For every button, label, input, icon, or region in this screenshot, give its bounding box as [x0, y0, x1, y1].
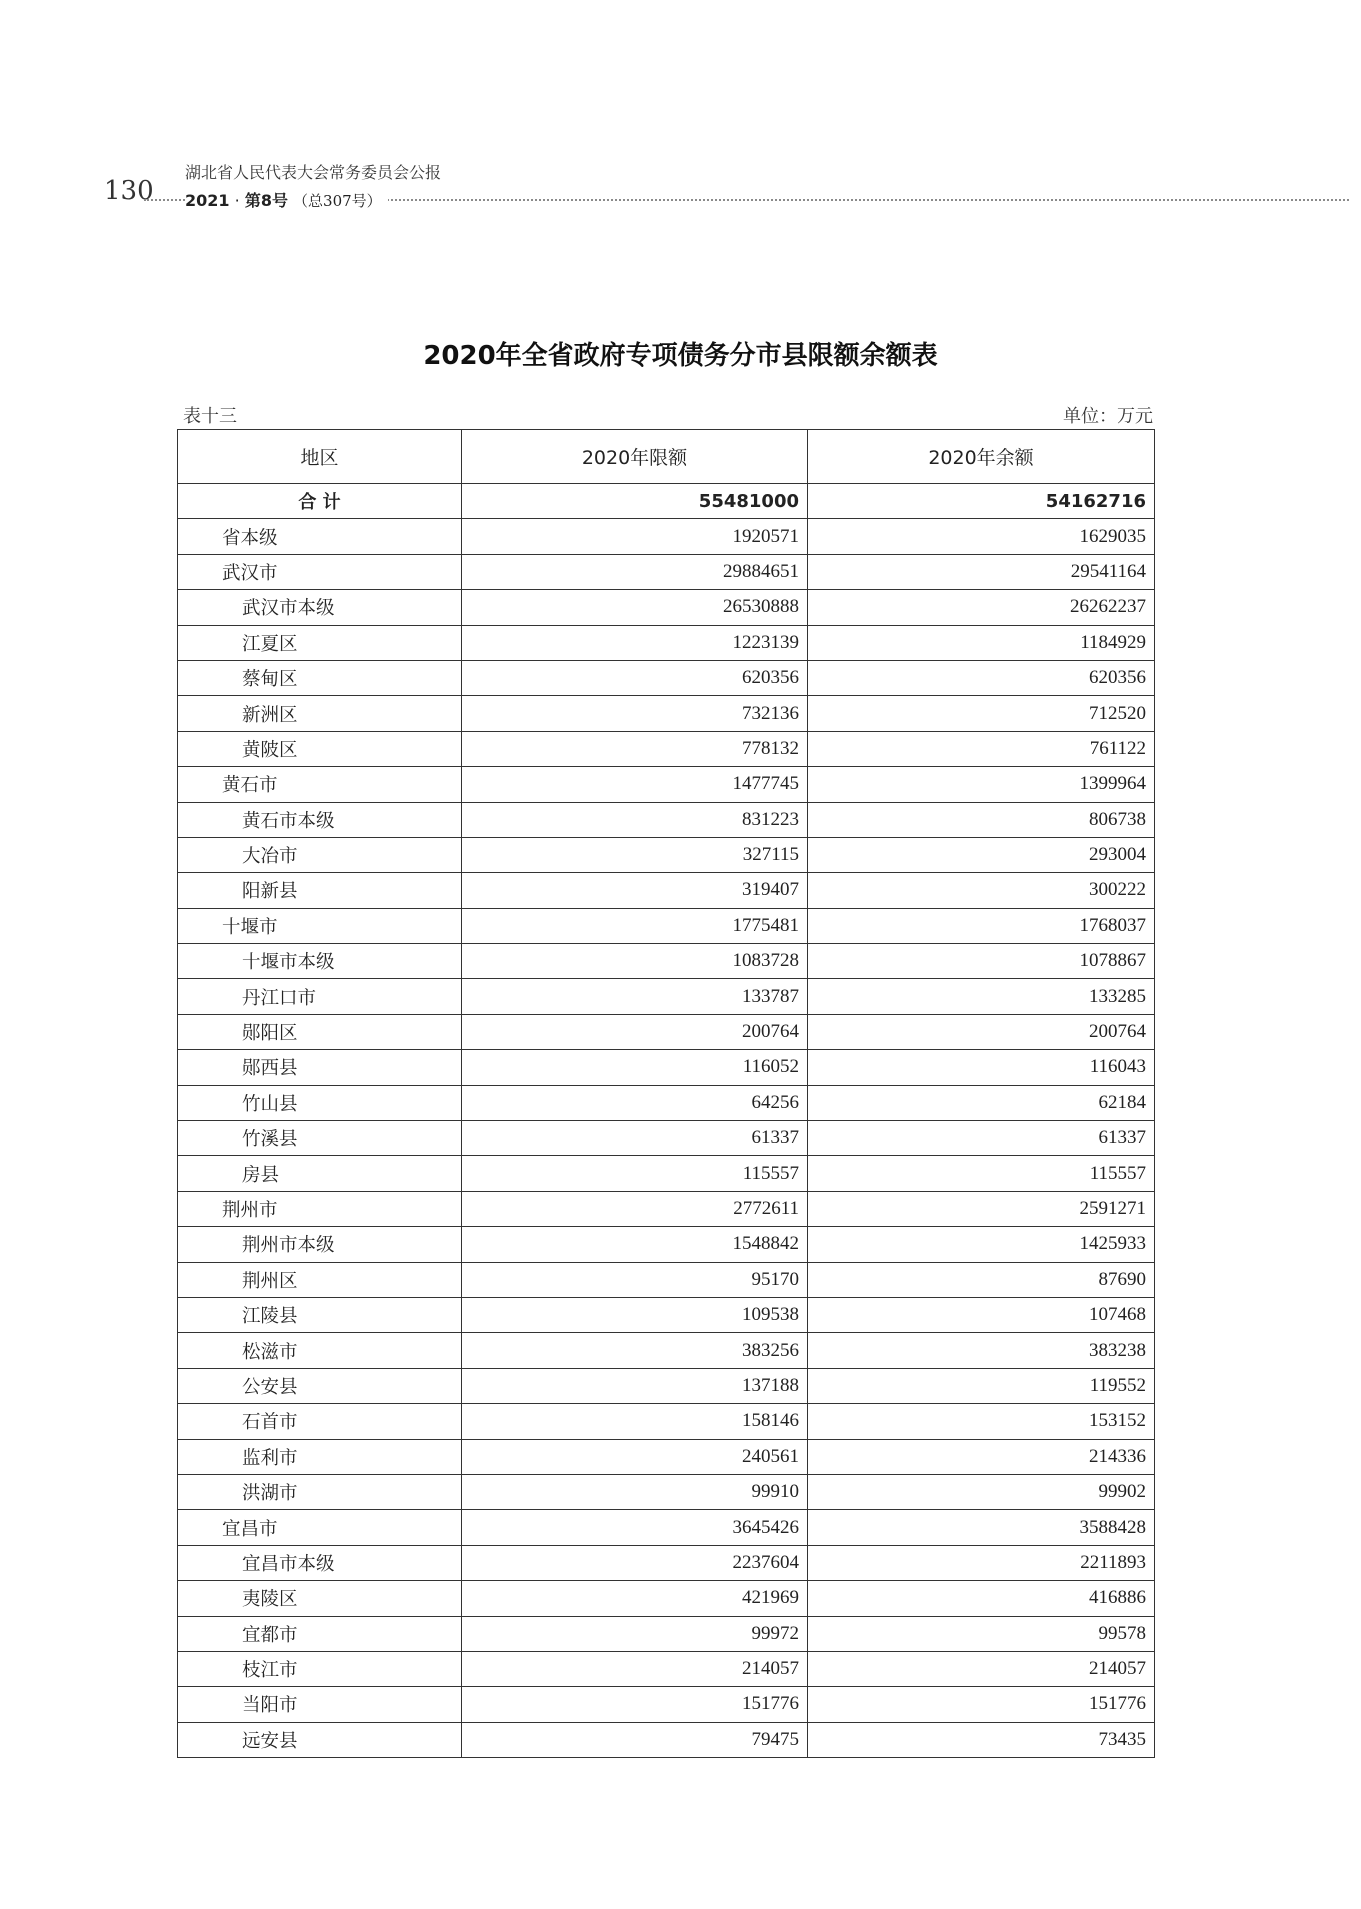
limit-cell: 158146 [462, 1404, 808, 1439]
total-limit: 55481000 [462, 484, 808, 519]
table-row [178, 1368, 1155, 1403]
limit-cell: 831223 [462, 802, 808, 837]
issue-number: 第8号 [244, 191, 288, 210]
limit-cell: 1083728 [462, 944, 808, 979]
balance-cell: 214057 [808, 1651, 1155, 1686]
limit-cell: 319407 [462, 873, 808, 908]
balance-cell: 416886 [808, 1581, 1155, 1616]
region-cell: 宜昌市本级 [178, 1545, 462, 1580]
balance-cell: 119552 [808, 1368, 1155, 1403]
table-row [178, 731, 1155, 766]
journal-name: 湖北省人民代表大会常务委员会公报 [185, 163, 442, 182]
total-label: 合 计 [178, 484, 462, 519]
limit-cell: 79475 [462, 1722, 808, 1757]
balance-cell: 293004 [808, 837, 1155, 872]
limit-cell: 151776 [462, 1687, 808, 1722]
table-row [178, 1651, 1155, 1686]
region-cell: 武汉市 [178, 554, 462, 589]
column-header-limit: 2020年限额 [462, 430, 808, 484]
region-cell: 荆州市 [178, 1191, 462, 1226]
region-cell: 黄石市 [178, 767, 462, 802]
limit-cell: 421969 [462, 1581, 808, 1616]
balance-cell: 133285 [808, 979, 1155, 1014]
table-row [178, 625, 1155, 660]
region-cell: 蔡甸区 [178, 660, 462, 695]
balance-cell: 61337 [808, 1121, 1155, 1156]
region-cell: 阳新县 [178, 873, 462, 908]
limit-cell: 1548842 [462, 1227, 808, 1262]
region-cell: 黄陂区 [178, 731, 462, 766]
balance-cell: 2591271 [808, 1191, 1155, 1226]
region-cell: 丹江口市 [178, 979, 462, 1014]
limit-cell: 2237604 [462, 1545, 808, 1580]
region-cell: 江陵县 [178, 1297, 462, 1332]
balance-cell: 1399964 [808, 767, 1155, 802]
balance-cell: 107468 [808, 1297, 1155, 1332]
limit-cell: 1775481 [462, 908, 808, 943]
limit-cell: 383256 [462, 1333, 808, 1368]
region-cell: 夷陵区 [178, 1581, 462, 1616]
region-cell: 十堰市本级 [178, 944, 462, 979]
balance-cell: 29541164 [808, 554, 1155, 589]
balance-cell: 1184929 [808, 625, 1155, 660]
region-cell: 大冶市 [178, 837, 462, 872]
table-title: 2020年全省政府专项债务分市县限额余额表 [423, 341, 938, 371]
region-cell: 江夏区 [178, 625, 462, 660]
limit-cell: 732136 [462, 696, 808, 731]
table-row [178, 1474, 1155, 1509]
region-cell: 郧阳区 [178, 1014, 462, 1049]
limit-cell: 137188 [462, 1368, 808, 1403]
table-row [178, 908, 1155, 943]
debt-limit-table [177, 429, 1155, 1758]
table-row [178, 1227, 1155, 1262]
region-cell: 省本级 [178, 519, 462, 554]
limit-cell: 1223139 [462, 625, 808, 660]
table-header-row [178, 430, 1155, 484]
table-row [178, 1545, 1155, 1580]
table-row [178, 873, 1155, 908]
balance-cell: 300222 [808, 873, 1155, 908]
region-cell: 当阳市 [178, 1687, 462, 1722]
region-cell: 石首市 [178, 1404, 462, 1439]
balance-cell: 99578 [808, 1616, 1155, 1651]
table-row [178, 767, 1155, 802]
page-number: 130 [104, 176, 154, 206]
table-row [178, 590, 1155, 625]
issue-year: 2021 [185, 191, 230, 210]
balance-cell: 116043 [808, 1050, 1155, 1085]
table-row [178, 1262, 1155, 1297]
total-row [178, 484, 1155, 519]
balance-cell: 2211893 [808, 1545, 1155, 1580]
limit-cell: 620356 [462, 660, 808, 695]
balance-cell: 214336 [808, 1439, 1155, 1474]
table-row [178, 1687, 1155, 1722]
table-row [178, 944, 1155, 979]
limit-cell: 327115 [462, 837, 808, 872]
issue-separator: · [234, 191, 240, 210]
limit-cell: 29884651 [462, 554, 808, 589]
table-row [178, 519, 1155, 554]
total-balance: 54162716 [808, 484, 1155, 519]
table-row [178, 1156, 1155, 1191]
region-cell: 黄石市本级 [178, 802, 462, 837]
region-cell: 房县 [178, 1156, 462, 1191]
table-row [178, 1581, 1155, 1616]
balance-cell: 99902 [808, 1474, 1155, 1509]
region-cell: 竹山县 [178, 1085, 462, 1120]
limit-cell: 109538 [462, 1297, 808, 1332]
balance-cell: 806738 [808, 802, 1155, 837]
table-caption: 表十三 [183, 406, 237, 427]
table-row [178, 660, 1155, 695]
balance-cell: 1425933 [808, 1227, 1155, 1262]
table-unit: 单位：万元 [1063, 406, 1153, 427]
region-cell: 武汉市本级 [178, 590, 462, 625]
region-cell: 荆州区 [178, 1262, 462, 1297]
limit-cell: 116052 [462, 1050, 808, 1085]
region-cell: 枝江市 [178, 1651, 462, 1686]
table-row [178, 837, 1155, 872]
region-cell: 洪湖市 [178, 1474, 462, 1509]
region-cell: 荆州市本级 [178, 1227, 462, 1262]
issue-line [185, 188, 388, 211]
table-row [178, 1191, 1155, 1226]
limit-cell: 133787 [462, 979, 808, 1014]
table-row [178, 1333, 1155, 1368]
balance-cell: 712520 [808, 696, 1155, 731]
table-row [178, 1050, 1155, 1085]
balance-cell: 115557 [808, 1156, 1155, 1191]
table-row [178, 1404, 1155, 1439]
region-cell: 监利市 [178, 1439, 462, 1474]
column-header-balance: 2020年余额 [808, 430, 1155, 484]
region-cell: 公安县 [178, 1368, 462, 1403]
table-row [178, 1510, 1155, 1545]
limit-cell: 99910 [462, 1474, 808, 1509]
region-cell: 宜昌市 [178, 1510, 462, 1545]
balance-cell: 1078867 [808, 944, 1155, 979]
balance-cell: 73435 [808, 1722, 1155, 1757]
column-header-region: 地区 [178, 430, 462, 484]
table-row [178, 1722, 1155, 1757]
balance-cell: 200764 [808, 1014, 1155, 1049]
table-row [178, 1085, 1155, 1120]
region-cell: 宜都市 [178, 1616, 462, 1651]
region-cell: 十堰市 [178, 908, 462, 943]
limit-cell: 64256 [462, 1085, 808, 1120]
balance-cell: 26262237 [808, 590, 1155, 625]
balance-cell: 620356 [808, 660, 1155, 695]
limit-cell: 3645426 [462, 1510, 808, 1545]
table-row [178, 1439, 1155, 1474]
table-row [178, 979, 1155, 1014]
table-row [178, 554, 1155, 589]
balance-cell: 761122 [808, 731, 1155, 766]
region-cell: 远安县 [178, 1722, 462, 1757]
table-row [178, 1616, 1155, 1651]
limit-cell: 2772611 [462, 1191, 808, 1226]
limit-cell: 1477745 [462, 767, 808, 802]
table-row [178, 696, 1155, 731]
limit-cell: 214057 [462, 1651, 808, 1686]
limit-cell: 778132 [462, 731, 808, 766]
balance-cell: 1629035 [808, 519, 1155, 554]
region-cell: 新洲区 [178, 696, 462, 731]
limit-cell: 61337 [462, 1121, 808, 1156]
balance-cell: 383238 [808, 1333, 1155, 1368]
balance-cell: 3588428 [808, 1510, 1155, 1545]
limit-cell: 240561 [462, 1439, 808, 1474]
balance-cell: 1768037 [808, 908, 1155, 943]
region-cell: 松滋市 [178, 1333, 462, 1368]
limit-cell: 99972 [462, 1616, 808, 1651]
balance-cell: 151776 [808, 1687, 1155, 1722]
table-row [178, 1297, 1155, 1332]
limit-cell: 95170 [462, 1262, 808, 1297]
issue-total: （总307号） [293, 192, 382, 210]
region-cell: 竹溪县 [178, 1121, 462, 1156]
balance-cell: 153152 [808, 1404, 1155, 1439]
limit-cell: 115557 [462, 1156, 808, 1191]
balance-cell: 62184 [808, 1085, 1155, 1120]
limit-cell: 26530888 [462, 590, 808, 625]
table-row [178, 1121, 1155, 1156]
table-row [178, 802, 1155, 837]
region-cell: 郧西县 [178, 1050, 462, 1085]
limit-cell: 1920571 [462, 519, 808, 554]
table-row [178, 1014, 1155, 1049]
limit-cell: 200764 [462, 1014, 808, 1049]
balance-cell: 87690 [808, 1262, 1155, 1297]
